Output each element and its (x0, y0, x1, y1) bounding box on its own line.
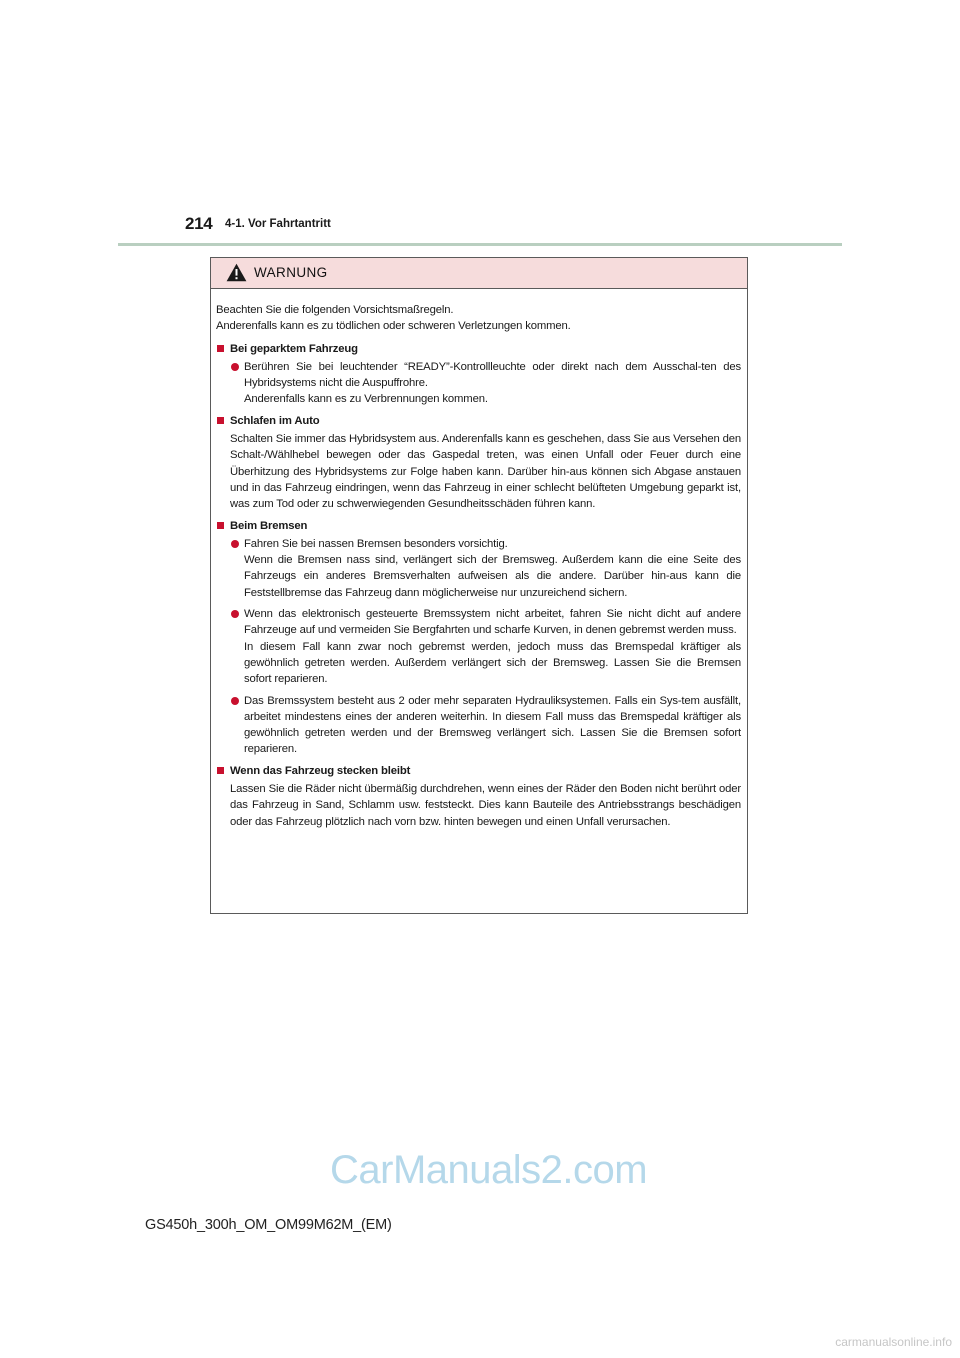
warning-body (211, 289, 747, 830)
intro-line: Beachten Sie die folgenden Vorsichtsmaßregeln. (216, 304, 454, 316)
section-heading: Bei geparktem Fahrzeug (216, 341, 741, 357)
bullet-text: Berühren Sie bei leuchtender “READY”-Kontrollleuchte oder direkt nach dem Ausschal-ten des Hybridsystems nicht die Auspuffrohre. Anderenfalls kann es zu Verbrennungen kommen. (244, 360, 741, 406)
red-dot-bullet-icon (231, 540, 239, 548)
section-heading: Beim Bremsen (216, 518, 741, 534)
red-square-bullet-icon (217, 345, 224, 352)
section-title: 4-1. Vor Fahrtantritt (225, 218, 331, 230)
corner-site-link[interactable]: carmanualsonline.info (835, 1335, 952, 1349)
footer-document-code: GS450h_300h_OM_OM99M62M_(EM) (145, 1217, 392, 1233)
section-parked-vehicle (216, 341, 741, 408)
warning-box (210, 257, 748, 914)
bullet-item (216, 536, 741, 601)
red-dot-bullet-icon (231, 363, 239, 371)
warning-header (211, 258, 747, 289)
page-number: 214 (185, 214, 213, 233)
watermark-logo: CarManuals2.com (330, 1148, 648, 1192)
intro-line: Anderenfalls kann es zu tödlichen oder schweren Verletzungen kommen. (216, 320, 571, 333)
red-square-bullet-icon (217, 522, 224, 529)
warning-triangle-icon (226, 263, 247, 282)
section-vehicle-stuck (216, 763, 741, 830)
warning-intro (216, 302, 741, 335)
bullet-item (216, 606, 741, 687)
section-sleeping-in-car (216, 413, 741, 513)
header-divider (118, 243, 842, 246)
bullet-text: Das Bremssystem besteht aus 2 oder mehr separaten Hydrauliksystemen. Falls ein Sys-tem ausfällt, arbeitet mindestens eines der anderen weiterhin. In diesem Fall muss das Bremspedal kräftiger als gewöhnlich getreten werden und der Bremsweg verlängert sich. Lassen Sie die Bremsen sofort reparieren. (244, 694, 741, 756)
bullet-item (216, 359, 741, 408)
bullet-item (216, 693, 741, 758)
bullet-text: Wenn das elektronisch gesteuerte Bremssystem nicht arbeitet, fahren Sie nicht dicht auf andere Fahrzeuge auf und vermeiden Sie Bergfahrten und scharfe Kurven, in denen gebremst werden muss. In diesem Fall kann zwar noch gebremst werden, jedoch muss das Bremspedal kräftiger als gewöhnlich getreten werden. Außerdem verlängert sich der Bremsweg. Lassen Sie die Bremsen sofort reparieren. (244, 608, 741, 686)
bullet-text: Fahren Sie bei nassen Bremsen besonders vorsichtig. Wenn die Bremsen nass sind, verlängert sich der Bremsweg. Außerdem kann die eine Seite des Fahrzeugs ein anderes Bremsverhalten aufweisen als die andere. Darüber hin-aus kann die Feststellbremse das Fahrzeug dann möglicherweise nur unzureichend sichern. (244, 537, 741, 599)
section-paragraph: Schalten Sie immer das Hybridsystem aus. Anderenfalls kann es geschehen, dass Sie aus Versehen den Schalt-/Wählhebel bewegen oder das Gaspedal treten, was einen Unfall oder Feuer durch eine Überhitzung des Hybridsystems zur Folge haben kann. Darüber hin-aus können sich Abgase anstauen und in das Fahrzeug eindringen, wenn das Fahrzeug in einer schlecht belüfteten Umgebung geparkt ist, was zum Tod oder zu schwerwiegenden Gesundheitsschäden führen kann. (230, 433, 741, 511)
red-dot-bullet-icon (231, 697, 239, 705)
section-braking (216, 518, 741, 758)
warning-title: WARNUNG (254, 265, 328, 280)
red-square-bullet-icon (217, 417, 224, 424)
red-square-bullet-icon (217, 767, 224, 774)
section-paragraph: Lassen Sie die Räder nicht übermäßig durchdrehen, wenn eines der Räder den Boden nicht berührt oder das Fahrzeug in Sand, Schlamm usw. feststeckt. Dies kann Bauteile des Antriebsstrangs beschädigen oder das Fahrzeug plötzlich nach vorn bzw. hinten bewegen und einen Unfall verursachen. (230, 783, 741, 828)
red-dot-bullet-icon (231, 610, 239, 618)
section-heading: Wenn das Fahrzeug stecken bleibt (216, 763, 741, 779)
section-heading: Schlafen im Auto (216, 413, 741, 429)
